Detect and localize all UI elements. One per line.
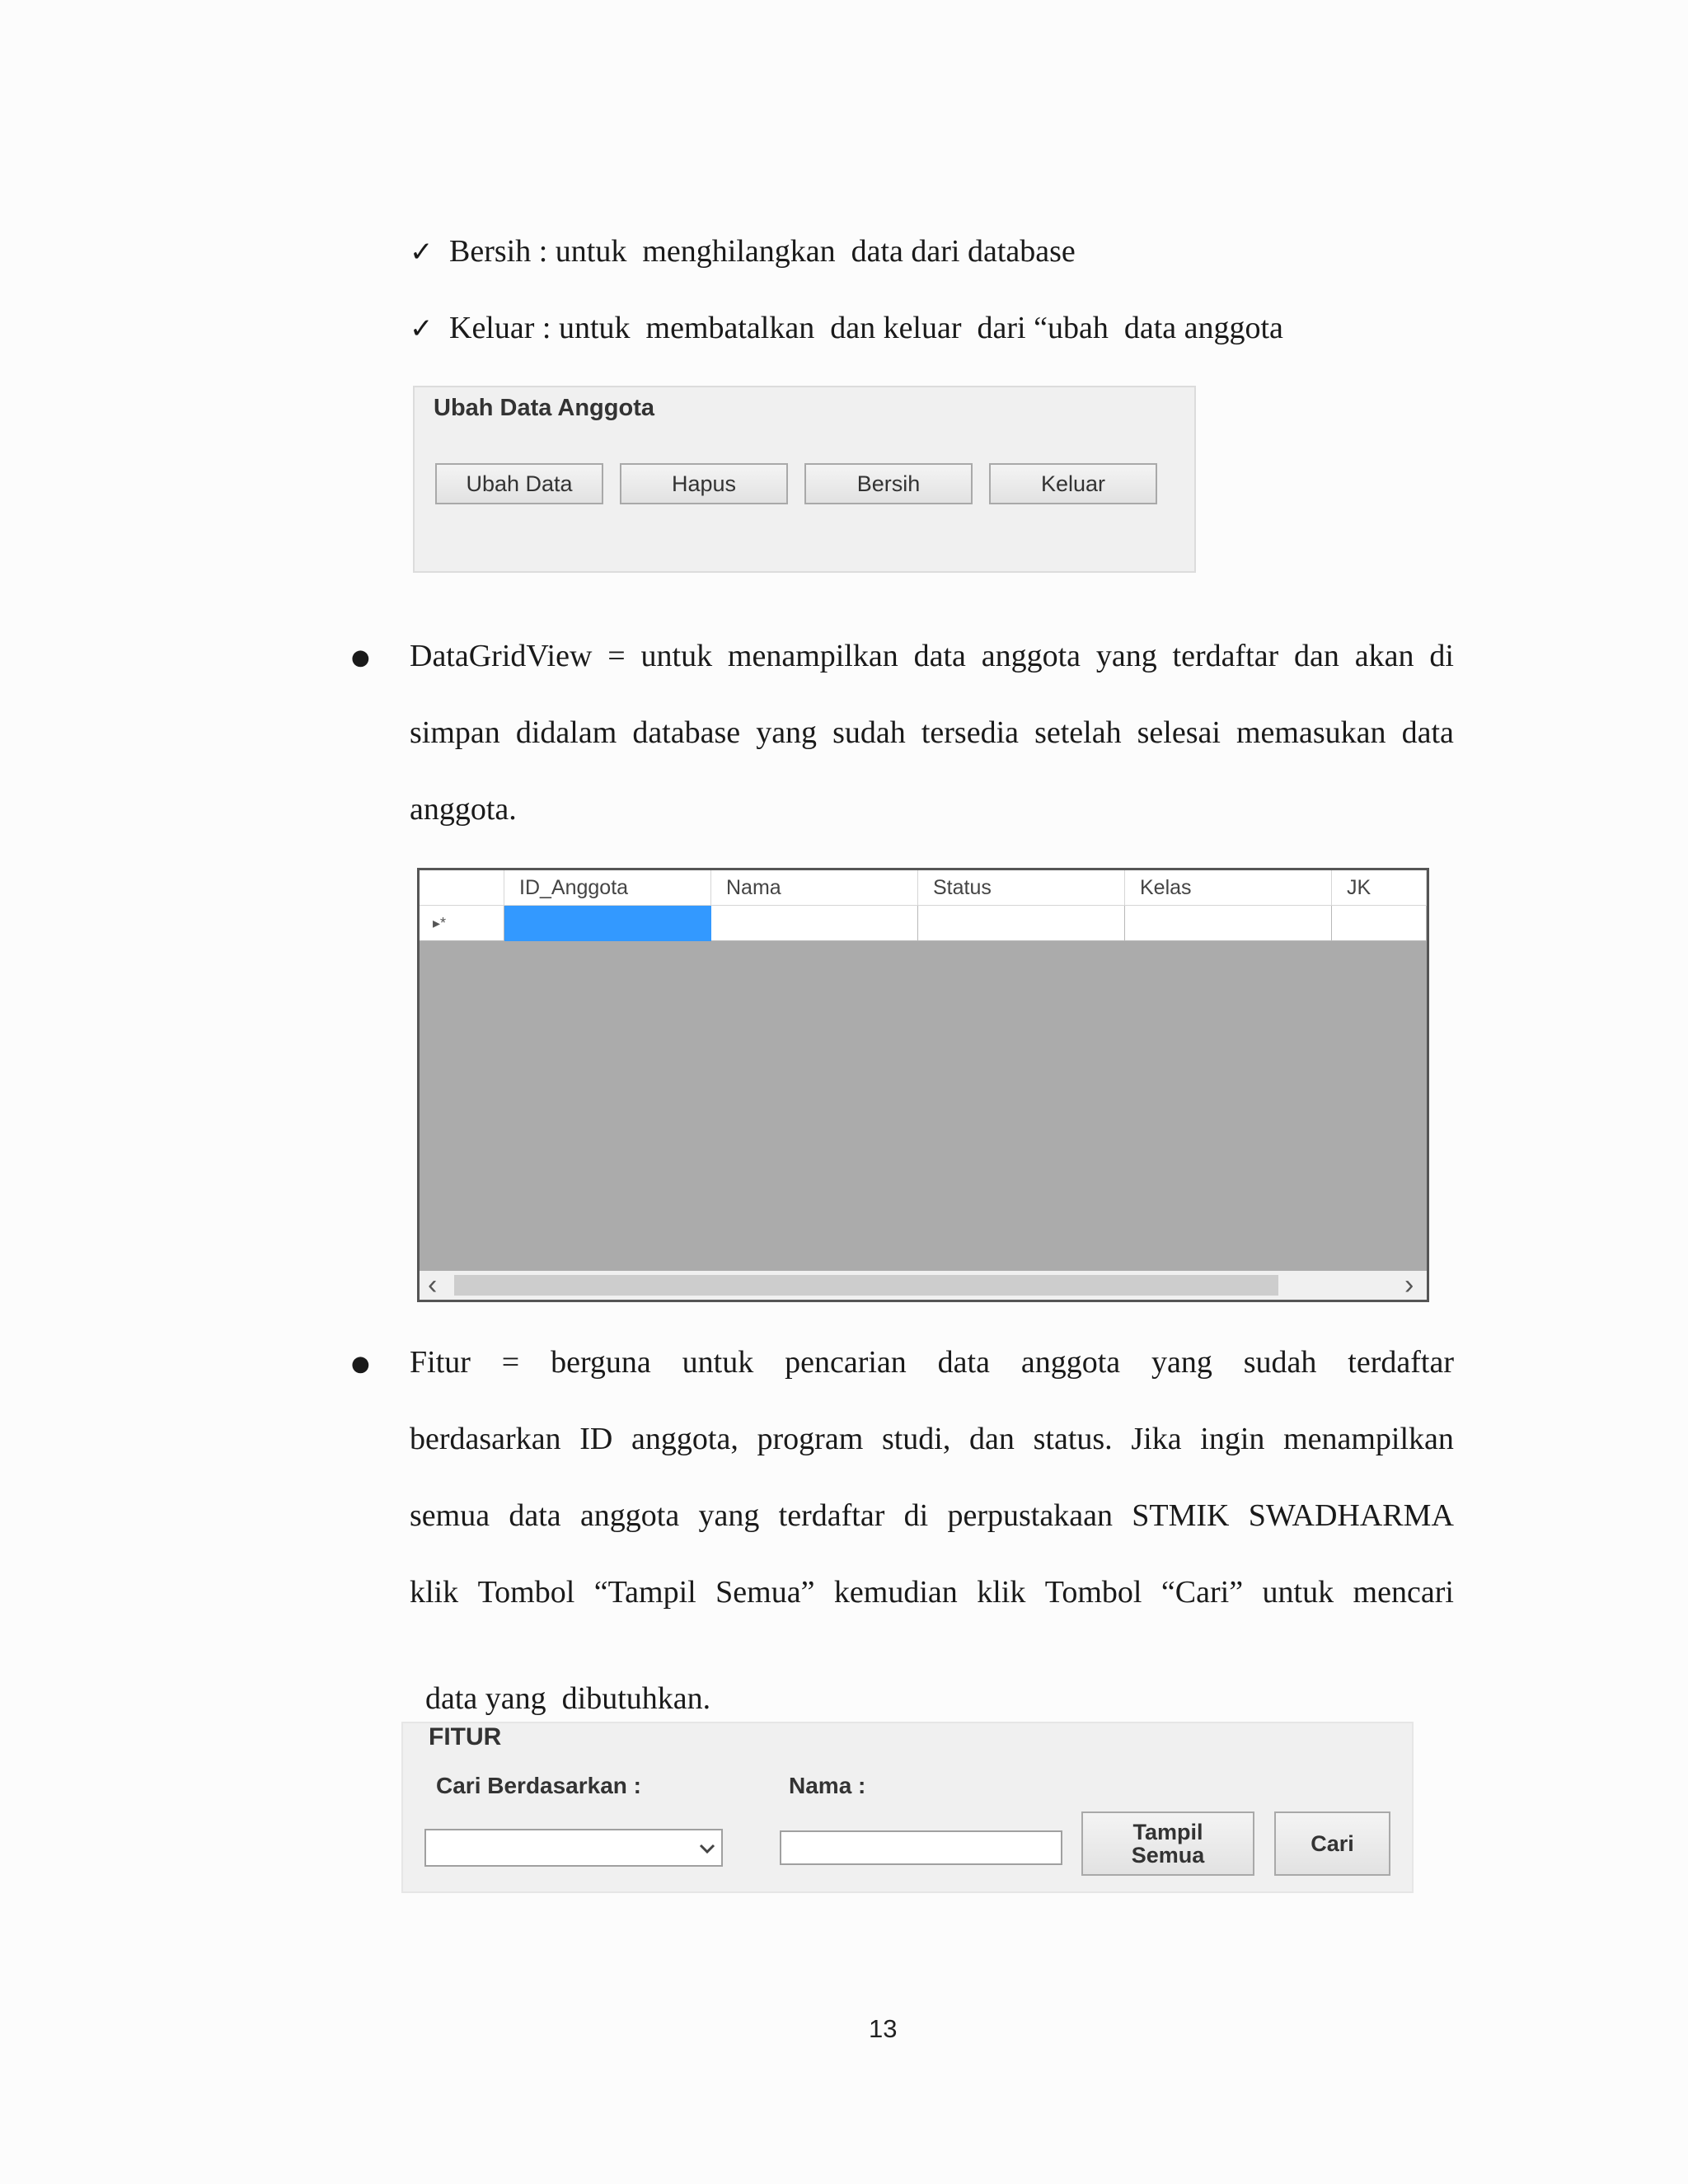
keluar-button[interactable]: Keluar (989, 463, 1157, 504)
word: data (913, 639, 966, 673)
checkmark-icon: ✓ (410, 236, 434, 269)
word: yang (1095, 639, 1157, 673)
cari-button[interactable]: Cari (1274, 1811, 1390, 1876)
column-header-nama[interactable]: Nama (711, 870, 918, 906)
data-grid-view[interactable] (417, 868, 1429, 1302)
word: anggota (579, 1498, 680, 1533)
word: program (757, 1422, 864, 1456)
word: tersedia (921, 715, 1019, 750)
word: anggota, (631, 1422, 738, 1456)
paragraph-line (410, 1347, 1454, 1378)
row-header-new-row[interactable] (420, 906, 504, 941)
scroll-right-arrow-icon[interactable]: › (1404, 1269, 1414, 1301)
list-item-bersih (410, 236, 1076, 267)
word: selesai (1137, 715, 1221, 750)
word: perpustakaan (947, 1498, 1113, 1533)
word: ID (579, 1422, 613, 1456)
table-cell[interactable] (1125, 906, 1332, 941)
paragraph-line (410, 640, 1454, 672)
list-item-keluar (410, 312, 1283, 344)
word: terdaftar (1172, 639, 1279, 673)
column-header-status[interactable]: Status (918, 870, 1125, 906)
word: yang (1151, 1345, 1212, 1380)
table-cell[interactable] (918, 906, 1125, 941)
scroll-thumb[interactable] (454, 1275, 1278, 1296)
word: anggota. (410, 792, 517, 827)
hapus-button[interactable]: Hapus (620, 463, 788, 504)
word: setelah (1034, 715, 1122, 750)
word: yang (698, 1498, 760, 1533)
bersih-button[interactable]: Bersih (804, 463, 973, 504)
nama-input[interactable] (780, 1830, 1062, 1865)
word: data yang dibutuhkan. (425, 1681, 711, 1716)
row-header-corner (420, 870, 504, 906)
ubah-data-button[interactable]: Ubah Data (435, 463, 603, 504)
word: studi, (881, 1422, 951, 1456)
paragraph-line (410, 1423, 1454, 1455)
word: “Tampil (593, 1575, 696, 1610)
word: untuk (640, 639, 713, 673)
word: untuk (682, 1345, 754, 1380)
word: sudah (1243, 1345, 1317, 1380)
word: menampilkan (1283, 1422, 1454, 1456)
word: memasukan (1236, 715, 1386, 750)
scroll-left-arrow-icon[interactable]: ‹ (428, 1269, 438, 1301)
word: mencari (1353, 1575, 1454, 1610)
word: terdaftar (1348, 1345, 1454, 1380)
word: pencarian (785, 1345, 907, 1380)
word: data (937, 1345, 990, 1380)
word: “Cari” (1160, 1575, 1244, 1610)
word: data (1401, 715, 1454, 750)
word: Semua” (715, 1575, 815, 1610)
word: data (509, 1498, 561, 1533)
word: DataGridView (410, 639, 593, 673)
word: di (903, 1498, 929, 1533)
word: sudah (832, 715, 906, 750)
list-item-term: Keluar (449, 311, 535, 345)
cari-berdasarkan-combobox[interactable] (424, 1829, 723, 1867)
chevron-down-icon[interactable] (698, 1841, 716, 1856)
word: kemudian (833, 1575, 958, 1610)
groupbox-title: FITUR (429, 1723, 502, 1750)
word: untuk (1262, 1575, 1334, 1610)
column-header-id-anggota[interactable]: ID_Anggota (504, 870, 711, 906)
paragraph-line (410, 1500, 1454, 1531)
word: menampilkan (727, 639, 898, 673)
table-cell[interactable] (1332, 906, 1427, 941)
word: simpan (410, 715, 500, 750)
word: SWADHARMA (1248, 1498, 1454, 1533)
list-item-text: : untuk membatalkan dan keluar dari “ubah data anggota (542, 311, 1283, 345)
column-header-jk[interactable]: JK (1332, 870, 1427, 906)
table-cell-selected[interactable] (504, 906, 711, 941)
paragraph-line (410, 1577, 1454, 1608)
page-number: 13 (869, 2014, 898, 2043)
table-cell[interactable] (711, 906, 918, 941)
word: di (1429, 639, 1454, 673)
fitur-groupbox (401, 1722, 1414, 1893)
tampil-semua-button[interactable]: Tampil Semua (1081, 1811, 1254, 1876)
word: database (632, 715, 741, 750)
word: Jika (1131, 1422, 1182, 1456)
bullet-icon: ● (351, 1352, 370, 1376)
word: ingin (1200, 1422, 1265, 1456)
word: dan (1294, 639, 1339, 673)
word: semua (410, 1498, 490, 1533)
nama-label: Nama : (789, 1773, 866, 1798)
word: yang (756, 715, 818, 750)
ubah-data-anggota-groupbox (413, 386, 1196, 573)
paragraph-line (410, 717, 1454, 748)
word: didalam (515, 715, 617, 750)
list-item-text: : untuk menghilangkan data dari database (538, 234, 1076, 269)
bullet-icon: ● (351, 645, 370, 670)
word: dan (969, 1422, 1015, 1456)
word: klik (410, 1575, 459, 1610)
horizontal-scrollbar[interactable] (420, 1271, 1427, 1300)
paragraph-line (410, 794, 517, 825)
word: = (501, 1345, 520, 1380)
word: klik (977, 1575, 1026, 1610)
new-row-indicator-icon: ▸* (433, 914, 447, 931)
word: berguna (551, 1345, 651, 1380)
groupbox-title: Ubah Data Anggota (434, 395, 654, 421)
list-item-term: Bersih (449, 234, 532, 269)
checkmark-icon: ✓ (410, 312, 434, 345)
word: Tombol (477, 1575, 575, 1610)
cari-berdasarkan-label: Cari Berdasarkan : (436, 1773, 642, 1798)
word: anggota (981, 639, 1081, 673)
word: STMIK (1132, 1498, 1230, 1533)
paragraph-line (410, 1652, 710, 1714)
word: Tombol (1044, 1575, 1142, 1610)
column-header-kelas[interactable]: Kelas (1125, 870, 1332, 906)
word: Fitur (410, 1345, 471, 1380)
word: anggota (1020, 1345, 1121, 1380)
word: akan (1354, 639, 1414, 673)
word: terdaftar (778, 1498, 885, 1533)
word: status. (1033, 1422, 1113, 1456)
word: = (607, 639, 626, 673)
word: berdasarkan (410, 1422, 561, 1456)
